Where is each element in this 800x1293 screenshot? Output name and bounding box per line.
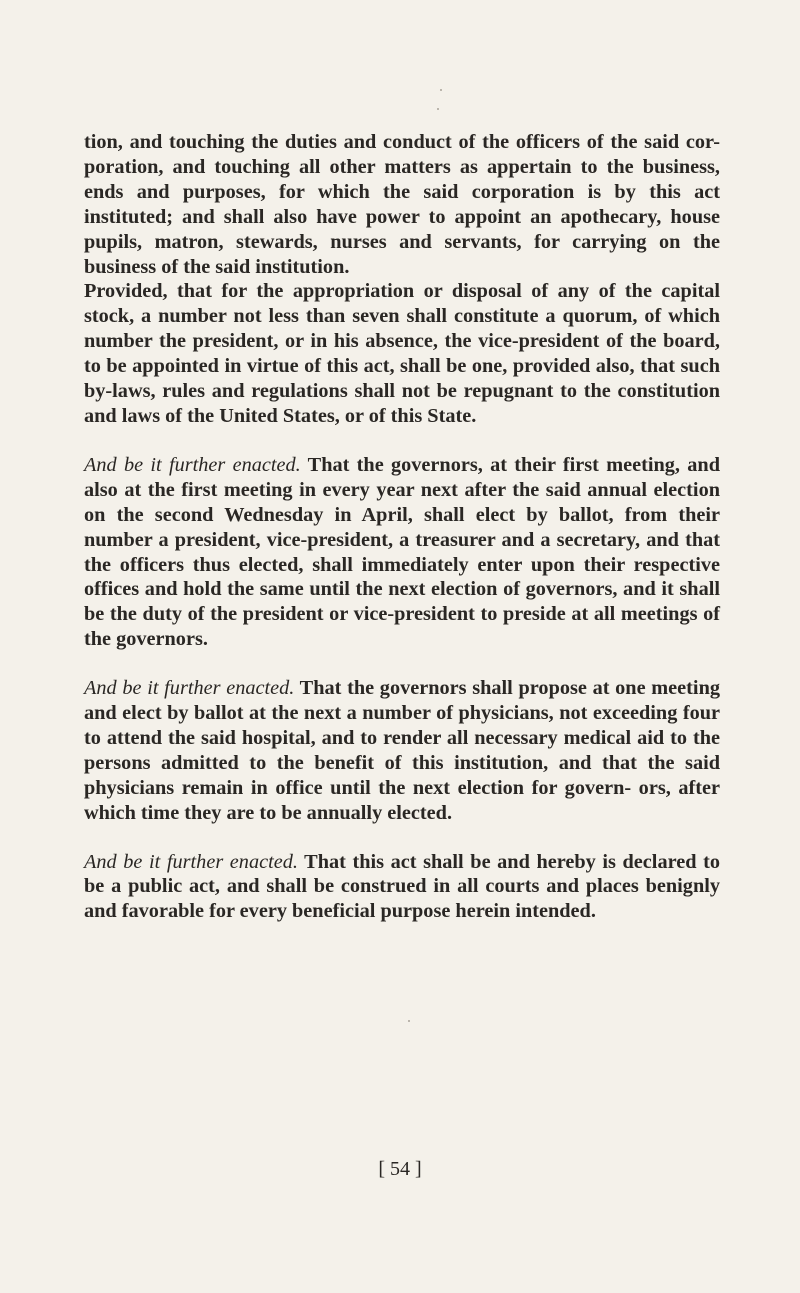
- paragraph-text: That the governors shall propose at one meeting and elect by ballot at the next a number of physicians, not exceeding four to attend the said hospital, and to render all necessary medical aid to the persons admitted to the benefit of this institution, and that the said physicians remain in office until the next election for govern- ors, after which time they are to be annually elected.: [84, 677, 720, 824]
- enactment-lead: And be it further enacted.: [84, 850, 298, 873]
- paragraph-text: That this act shall be and hereby is declared to be a public act, and shall be construed in all courts and places benignly and favorable for every beneficial purpose herein intended.: [84, 850, 720, 923]
- paragraph-continuation: [84, 130, 720, 279]
- paragraph-text: Provided, that for the appropriation or disposal of any of the capital stock, a number not less than seven shall constitute a quorum, of which number the president, or in his absence, the vice-president of the board, to be appointed in virtue of this act, shall be one, provided also, that such by-laws, rules and regulations shall not be repugnant to the constitution and laws of the United States, or of this State.: [84, 280, 720, 427]
- paper-speck: [440, 89, 442, 91]
- enactment-lead: And be it further enacted.: [84, 677, 295, 700]
- enactment-lead: And be it further enacted.: [84, 453, 301, 476]
- page-number: [ 54 ]: [378, 1158, 422, 1180]
- paragraph-text: That the governors, at their first meeting, and also at the first meeting in every year next after the said annual election on the second Wednesday in April, shall elect by ballot, from their number a president, vice-president, a treasurer and a secretary, and that the officers thus elected, shall immediately enter upon their respective offices and hold the same until the next election of governors, and it shall be the duty of the president or vice-president to preside at all meetings of the governors.: [84, 453, 720, 651]
- paragraph-gap: [84, 429, 720, 453]
- paragraph-enactment-officers: [84, 453, 720, 652]
- paragraph-text: tion, and touching the duties and conduct of the officers of the said cor- poration, and touching all other matters as appertain to the business, ends and purposes, for which the said corporation is by this act instituted; and shall also have power to appoint an apothecary, house pupils, matron, stewards, nurses and servants, for carrying on the business of the said institution.: [84, 131, 720, 278]
- document-body: [84, 130, 720, 924]
- paragraph-gap: [84, 826, 720, 850]
- paper-speck: [408, 1020, 410, 1022]
- paragraph-enactment-physicians: [84, 676, 720, 825]
- paragraph-gap: [84, 652, 720, 676]
- paragraph-enactment-public-act: [84, 850, 720, 925]
- paper-speck: [437, 108, 439, 110]
- paragraph-provided: [84, 279, 720, 428]
